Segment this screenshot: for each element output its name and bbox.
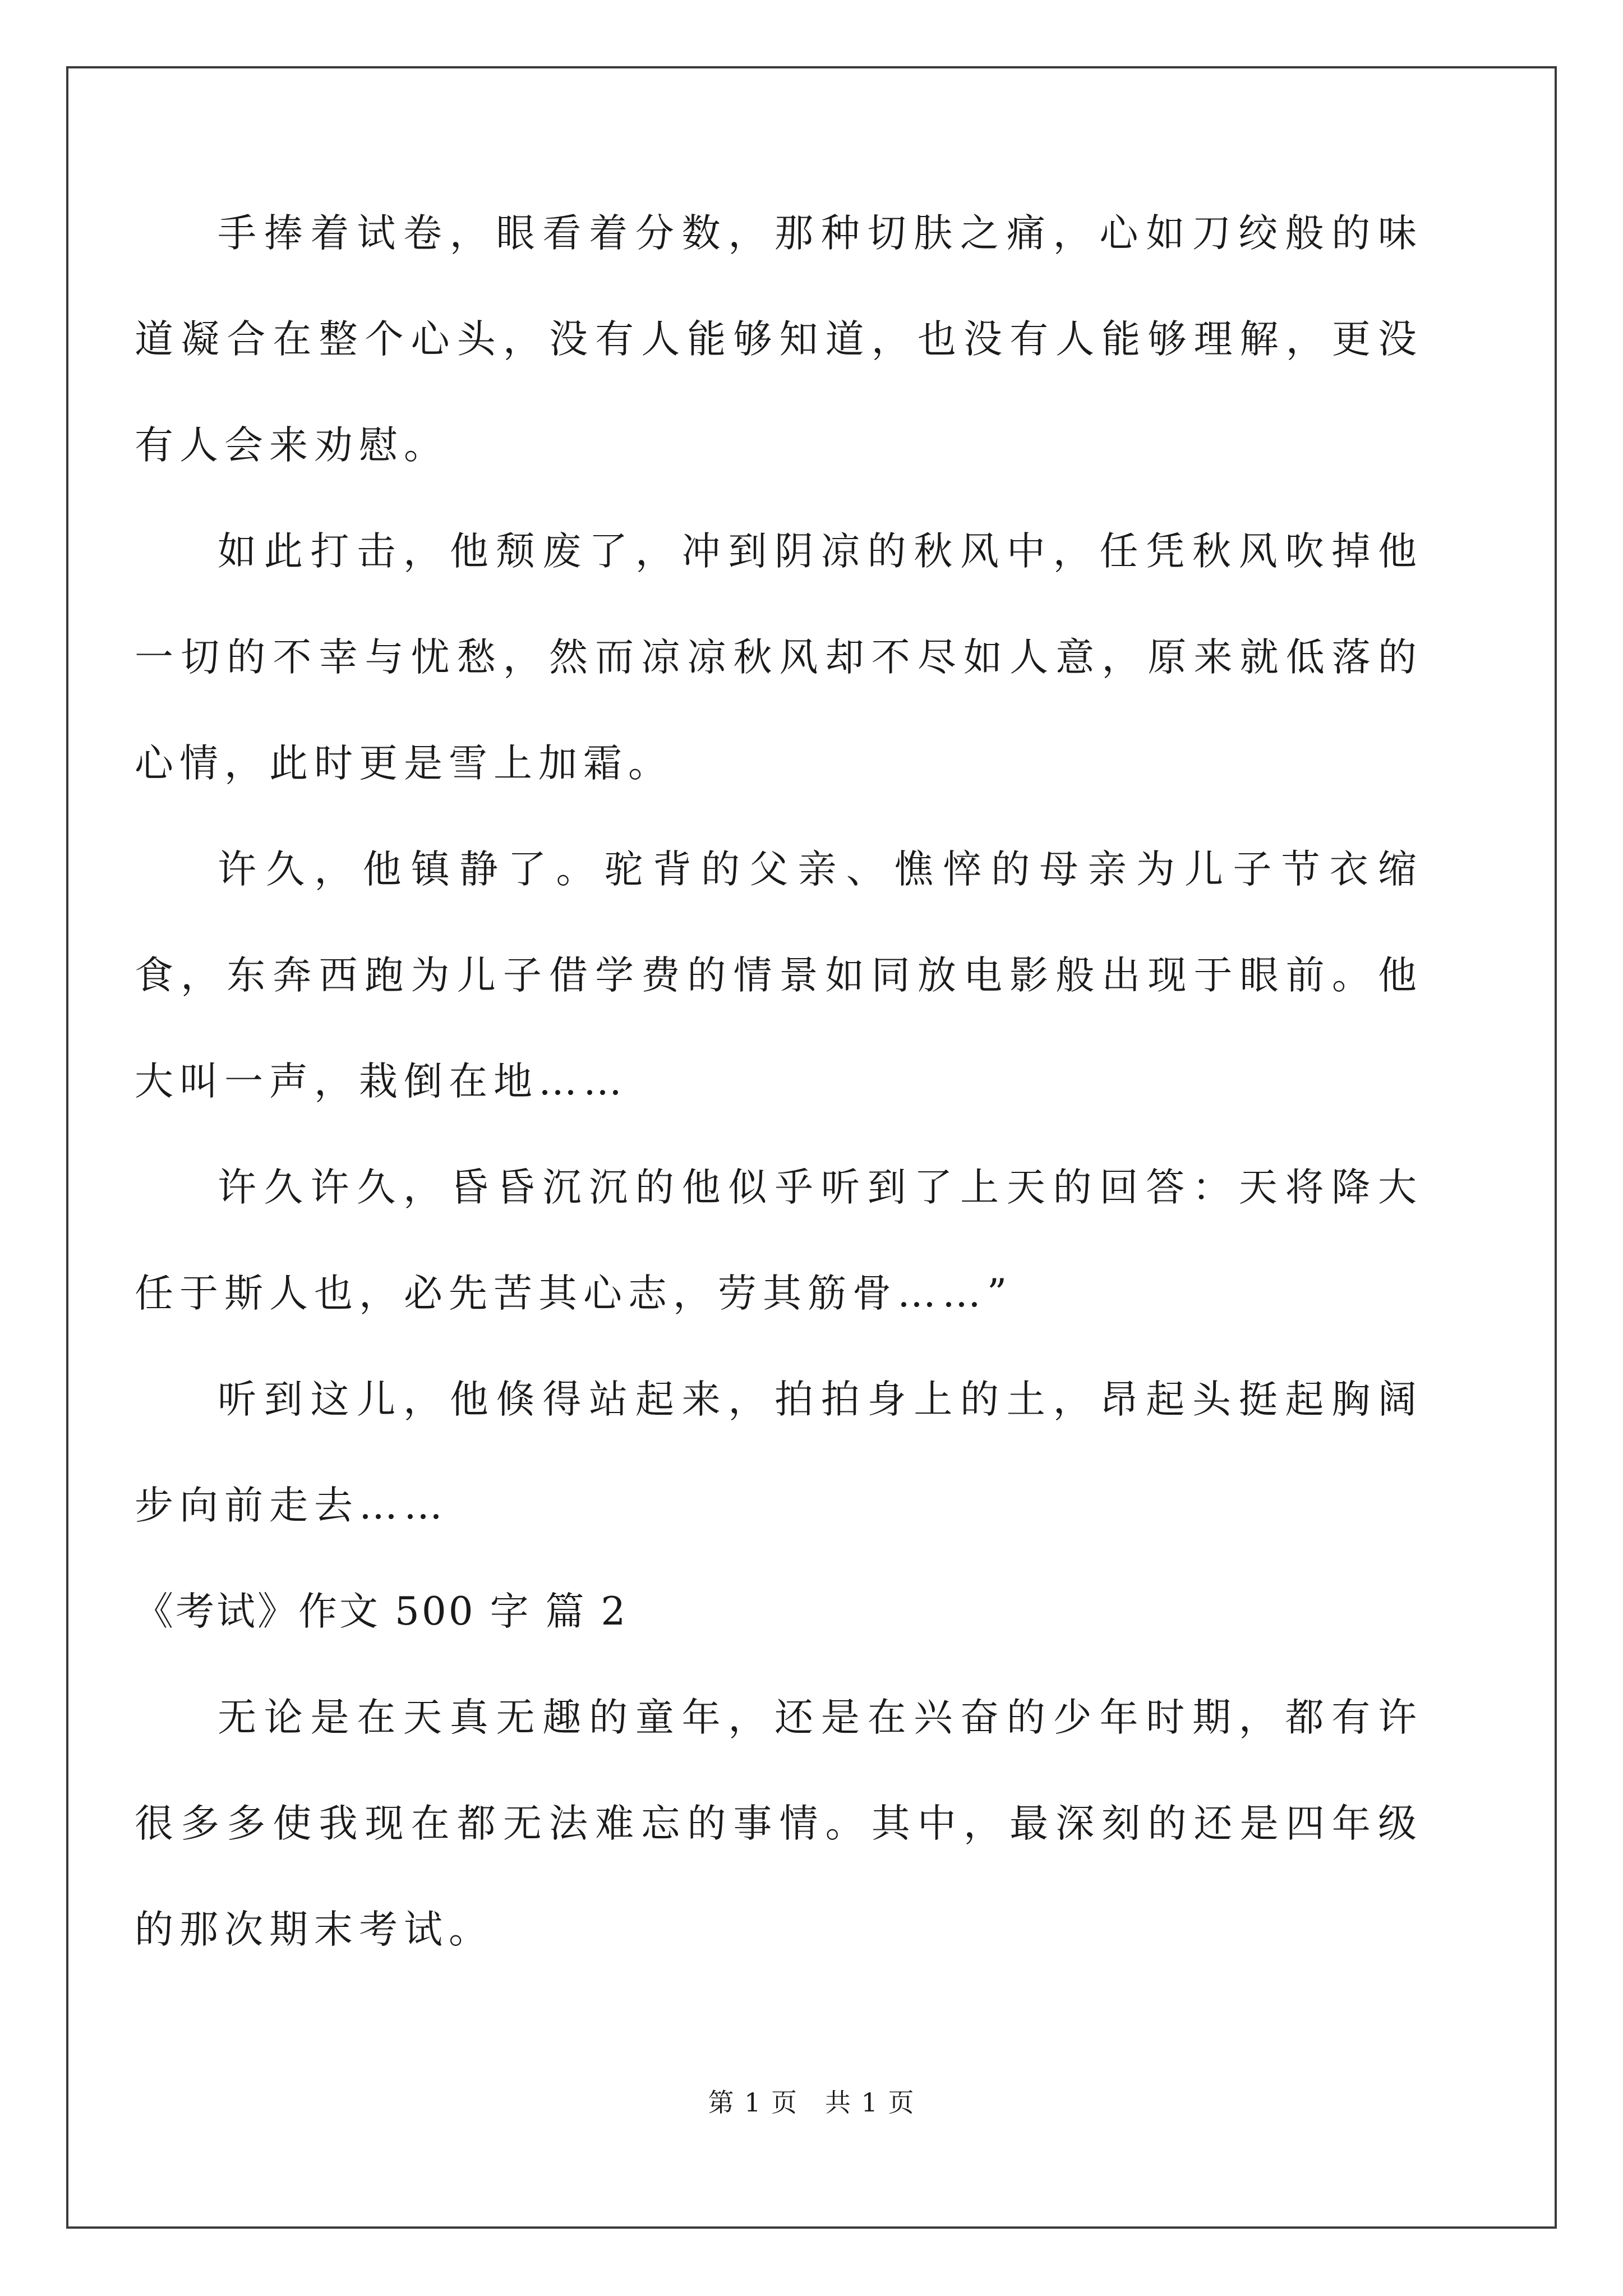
paragraph: 如此打击，他颓废了，冲到阴凉的秋风中，任凭秋风吹掉他一切的不幸与忧愁，然而凉凉秋风却不尽如人意，原来就低落的心情，此时更是雪上加霜。 [135,529,1423,786]
page-total: 共 1 页 [825,2087,915,2118]
page-footer [0,2082,1623,2119]
section-heading: 《考试》作文 500 字 篇 2 [135,1589,628,1634]
document-body [135,181,1423,1983]
paragraph: 许久，他镇静了。驼背的父亲、憔悴的母亲为儿子节衣缩食，东奔西跑为儿子借学费的情景如同放电影般出现于眼前。他大叫一声，栽倒在地…… [135,847,1423,1104]
paragraph: 手捧着试卷，眼看着分数，那种切肤之痛，心如刀绞般的味道凝合在整个心头，没有人能够知道，也没有人能够理解，更没有人会来劝慰。 [135,211,1423,468]
paragraph: 许久许久，昏昏沉沉的他似乎听到了上天的回答：天将降大任于斯人也，必先苦其心志，劳其筋骨……” [135,1165,1423,1316]
page-number: 第 1 页 [708,2087,798,2118]
paragraph: 无论是在天真无趣的童年，还是在兴奋的少年时期，都有许很多多使我现在都无法难忘的事情。其中，最深刻的还是四年级的那次期末考试。 [135,1695,1423,1952]
paragraph: 听到这儿，他倏得站起来，拍拍身上的土，昂起头挺起胸阔步向前走去…… [135,1377,1423,1528]
